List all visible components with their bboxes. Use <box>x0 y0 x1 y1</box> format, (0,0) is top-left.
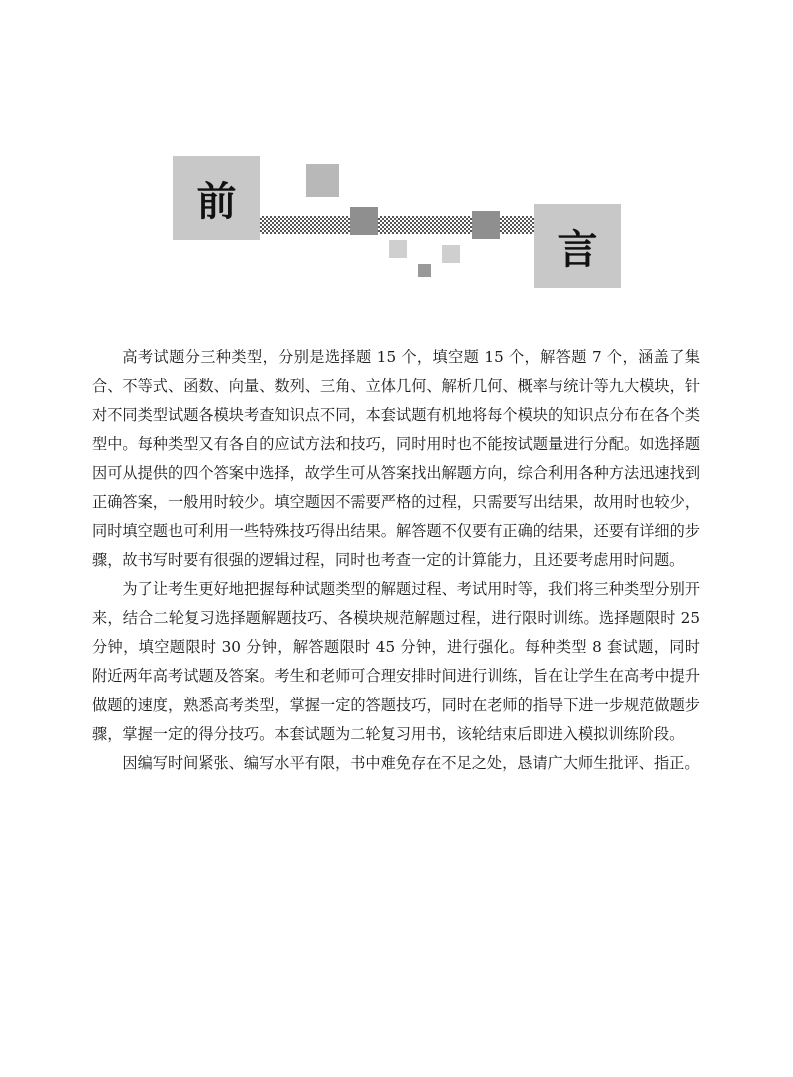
decorative-square <box>350 207 378 235</box>
preface-paragraph: 为了让考生更好地把握每种试题类型的解题过程、考试用时等，我们将三种类型分别开来，结合二轮复习选择题解题技巧、各模块规范解题过程，进行限时训练。选择题限时 25 分钟，填空题限时 30 分钟，解答题限时 45 分钟，进行强化。每种类型 8 套试题，同时附近两年高考试题及答案。考生和老师可合理安排时间进行训练，旨在让学生在高考中提升做题的速度，熟悉高考类型，掌握一定的答题技巧，同时在老师的指导下进一步规范做题步骤，掌握一定的得分技巧。本套试题为二轮复习用书，该轮结束后即进入模拟训练阶段。 <box>92 580 700 743</box>
title-char-qian: 前 <box>173 156 260 240</box>
preface-header-banner <box>0 0 793 300</box>
title-char-yan: 言 <box>534 204 621 288</box>
decorative-checker-strip-left <box>260 216 350 234</box>
decorative-square <box>472 211 500 239</box>
decorative-checker-strip-right <box>500 216 534 234</box>
decorative-square <box>306 164 339 197</box>
decorative-square <box>389 240 407 258</box>
preface-paragraph: 因编写时间紧张、编写水平有限，书中难免存在不足之处，恳请广大师生批评、指正。 <box>122 754 700 772</box>
decorative-checker-strip-middle <box>378 216 472 234</box>
decorative-square <box>442 245 460 263</box>
preface-paragraph: 高考试题分三种类型，分别是选择题 15 个，填空题 15 个，解答题 7 个，涵盖了集合、不等式、函数、向量、数列、三角、立体几何、解析几何、概率与统计等九大模块，针对不同类型试题各模块考查知识点不同，本套试题有机地将每个模块的知识点分布在各个类型中。每种类型又有各自的应试方法和技巧，同时用时也不能按试题量进行分配。如选择题因可从提供的四个答案中选择，故学生可从答案找出解题方向，综合利用各种方法迅速找到正确答案，一般用时较少。填空题因不需要严格的过程，只需要写出结果，故用时也较少，同时填空题也可利用一些特殊技巧得出结果。解答题不仅要有正确的结果，还要有详细的步骤，故书写时要有很强的逻辑过程，同时也考查一定的计算能力，且还要考虑用时问题。 <box>92 348 700 569</box>
preface-body <box>92 343 700 778</box>
decorative-square <box>418 264 431 277</box>
